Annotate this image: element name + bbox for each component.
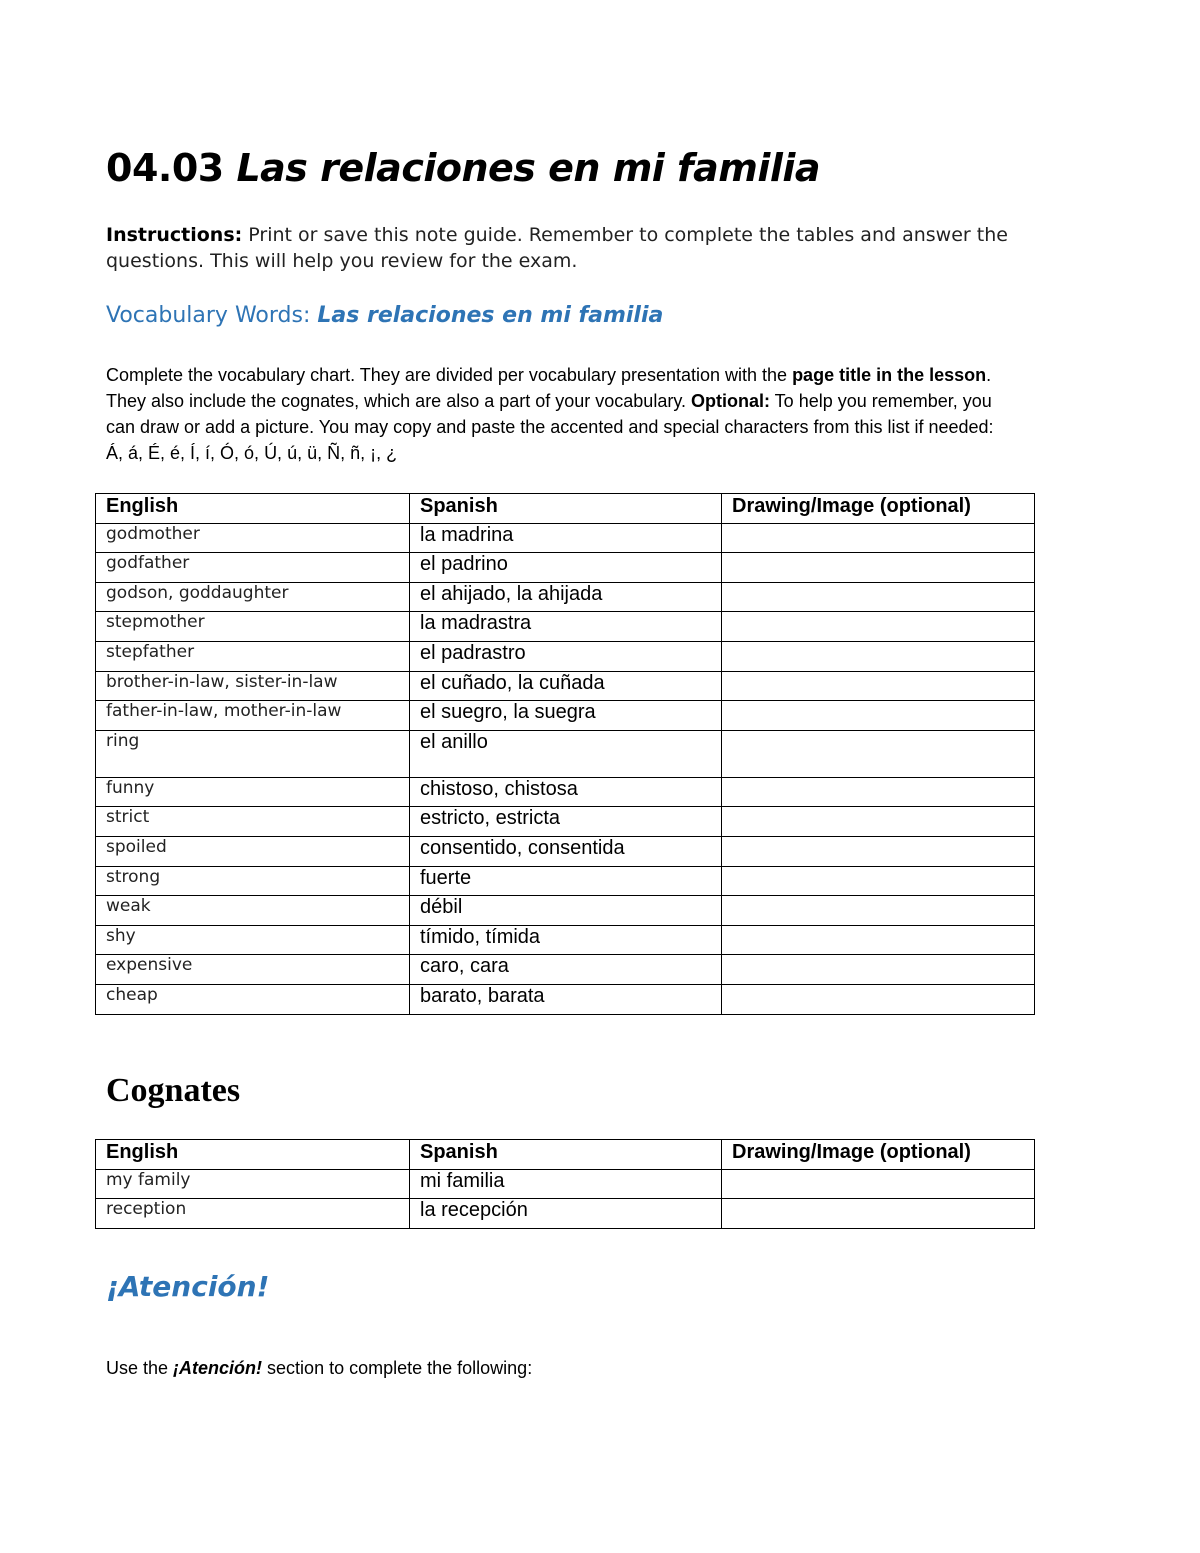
header-spanish: Spanish xyxy=(410,1140,722,1170)
header-english: English xyxy=(96,1140,410,1170)
english-cell: stepmother xyxy=(96,612,410,642)
english-cell: shy xyxy=(96,925,410,955)
spanish-cell: el ahijado, la ahijada xyxy=(410,582,722,612)
spanish-cell: tímido, tímida xyxy=(410,925,722,955)
instructions-label: Instructions: xyxy=(106,224,243,246)
drawing-cell[interactable] xyxy=(722,671,1035,701)
table-row xyxy=(96,582,1035,612)
table-row xyxy=(96,925,1035,955)
table-row xyxy=(96,1169,1035,1199)
table-row xyxy=(96,612,1035,642)
drawing-cell[interactable] xyxy=(722,641,1035,671)
table-row xyxy=(96,701,1035,731)
english-cell: my family xyxy=(96,1169,410,1199)
spanish-cell: el cuñado, la cuñada xyxy=(410,671,722,701)
header-drawing: Drawing/Image (optional) xyxy=(722,494,1035,524)
table-header-row xyxy=(96,1140,1035,1170)
english-cell: godson, goddaughter xyxy=(96,582,410,612)
english-cell: ring xyxy=(96,730,410,777)
english-cell: expensive xyxy=(96,955,410,985)
spanish-cell: el anillo xyxy=(410,730,722,777)
english-cell: strong xyxy=(96,866,410,896)
page-title: 04.03 Las relaciones en mi familia xyxy=(106,146,821,190)
drawing-cell[interactable] xyxy=(722,777,1035,807)
drawing-cell[interactable] xyxy=(722,1169,1035,1199)
english-cell: father-in-law, mother-in-law xyxy=(96,701,410,731)
cognates-heading: Cognates xyxy=(106,1072,241,1109)
drawing-cell[interactable] xyxy=(722,701,1035,731)
spanish-cell: consentido, consentida xyxy=(410,836,722,866)
spanish-cell: caro, cara xyxy=(410,955,722,985)
drawing-cell[interactable] xyxy=(722,955,1035,985)
table-row xyxy=(96,807,1035,837)
instructions xyxy=(106,222,1106,274)
table-row xyxy=(96,1199,1035,1229)
para-line-2: They also include the cognates, which are also a part of your vocabulary. Optional: To help you remember, you xyxy=(106,391,992,411)
english-cell: weak xyxy=(96,896,410,926)
spanish-cell: el suegro, la suegra xyxy=(410,701,722,731)
para-line-3: can draw or add a picture. You may copy and paste the accented and special characters from this list if needed: xyxy=(106,417,994,437)
english-cell: brother-in-law, sister-in-law xyxy=(96,671,410,701)
spanish-cell: la madrina xyxy=(410,523,722,553)
spanish-cell: chistoso, chistosa xyxy=(410,777,722,807)
english-cell: godmother xyxy=(96,523,410,553)
table-row xyxy=(96,523,1035,553)
drawing-cell[interactable] xyxy=(722,730,1035,777)
drawing-cell[interactable] xyxy=(722,925,1035,955)
drawing-cell[interactable] xyxy=(722,582,1035,612)
drawing-cell[interactable] xyxy=(722,612,1035,642)
spanish-cell: barato, barata xyxy=(410,984,722,1014)
atencion-instruction: Use the ¡Atención! section to complete the following: xyxy=(106,1358,533,1378)
drawing-cell[interactable] xyxy=(722,1199,1035,1229)
para-line-1: Complete the vocabulary chart. They are divided per vocabulary presentation with the page title in the lesson. xyxy=(106,365,992,385)
drawing-cell[interactable] xyxy=(722,807,1035,837)
table-row xyxy=(96,955,1035,985)
table-row xyxy=(96,671,1035,701)
spanish-cell: la madrastra xyxy=(410,612,722,642)
header-drawing: Drawing/Image (optional) xyxy=(722,1140,1035,1170)
english-cell: godfather xyxy=(96,553,410,583)
cognates-table xyxy=(95,1139,1035,1229)
spanish-cell: el padrino xyxy=(410,553,722,583)
drawing-cell[interactable] xyxy=(722,896,1035,926)
vocabulary-instructions xyxy=(106,362,1096,466)
spanish-cell: estricto, estricta xyxy=(410,807,722,837)
header-spanish: Spanish xyxy=(410,494,722,524)
spanish-cell: la recepción xyxy=(410,1199,722,1229)
special-characters-list[interactable]: Á, á, É, é, Í, í, Ó, ó, Ú, ú, ü, Ñ, ñ, ¡, ¿ xyxy=(106,443,398,463)
english-cell: spoiled xyxy=(96,836,410,866)
english-cell: cheap xyxy=(96,984,410,1014)
vocabulary-heading: Vocabulary Words: Las relaciones en mi familia xyxy=(106,303,664,328)
atencion-heading: ¡Atención! xyxy=(106,1270,270,1303)
table-row xyxy=(96,896,1035,926)
table-row xyxy=(96,866,1035,896)
table-row xyxy=(96,641,1035,671)
english-cell: strict xyxy=(96,807,410,837)
spanish-cell: mi familia xyxy=(410,1169,722,1199)
vocabulary-table xyxy=(95,493,1035,1015)
drawing-cell[interactable] xyxy=(722,553,1035,583)
table-row xyxy=(96,553,1035,583)
drawing-cell[interactable] xyxy=(722,523,1035,553)
english-cell: reception xyxy=(96,1199,410,1229)
table-row xyxy=(96,777,1035,807)
header-english: English xyxy=(96,494,410,524)
spanish-cell: débil xyxy=(410,896,722,926)
english-cell: funny xyxy=(96,777,410,807)
drawing-cell[interactable] xyxy=(722,866,1035,896)
table-row xyxy=(96,730,1035,777)
english-cell: stepfather xyxy=(96,641,410,671)
spanish-cell: fuerte xyxy=(410,866,722,896)
table-row xyxy=(96,984,1035,1014)
drawing-cell[interactable] xyxy=(722,836,1035,866)
spanish-cell: el padrastro xyxy=(410,641,722,671)
table-header-row xyxy=(96,494,1035,524)
drawing-cell[interactable] xyxy=(722,984,1035,1014)
table-row xyxy=(96,836,1035,866)
instructions-text: Print or save this note guide. Remember to complete the tables and answer the questions. This will help you review for the exam. xyxy=(106,224,1008,272)
